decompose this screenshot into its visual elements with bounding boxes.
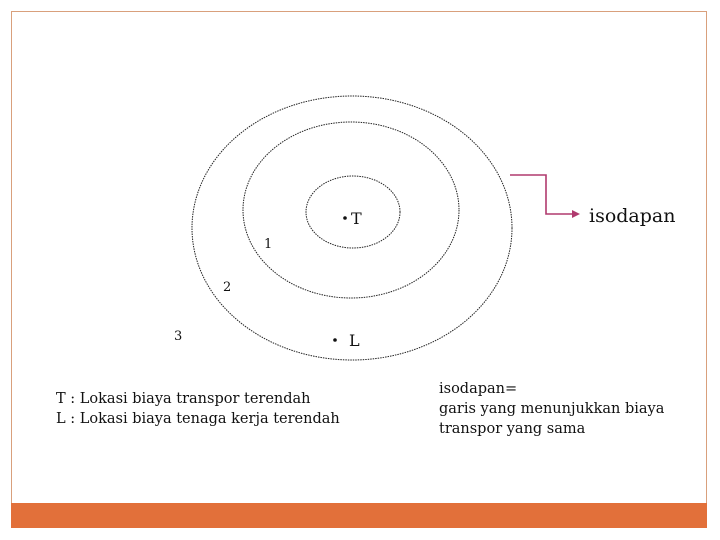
isodapan-ring-3	[192, 96, 512, 360]
definition-line-3: transpor yang sama	[439, 421, 586, 437]
definition-line-2: garis yang menunjukkan biaya	[439, 401, 665, 417]
legend-line-l: L : Lokasi biaya tenaga kerja terendah	[56, 411, 340, 427]
callout-connector	[510, 175, 572, 214]
ring-label-2: 2	[223, 280, 232, 295]
point-t-dot	[343, 216, 347, 220]
definition-line-1: isodapan=	[439, 381, 518, 397]
legend-line-t: T : Lokasi biaya transpor terendah	[56, 391, 311, 407]
callout-label: isodapan	[589, 205, 676, 227]
callout-arrowhead	[572, 210, 580, 218]
point-l-label: L	[349, 331, 360, 350]
legend	[56, 389, 340, 429]
point-t-label: T	[351, 209, 362, 228]
accent-bar	[11, 503, 707, 528]
point-l-dot	[333, 338, 337, 342]
ring-label-3: 3	[174, 329, 183, 344]
isodapan-definition	[439, 379, 664, 439]
ring-label-1: 1	[264, 237, 273, 252]
